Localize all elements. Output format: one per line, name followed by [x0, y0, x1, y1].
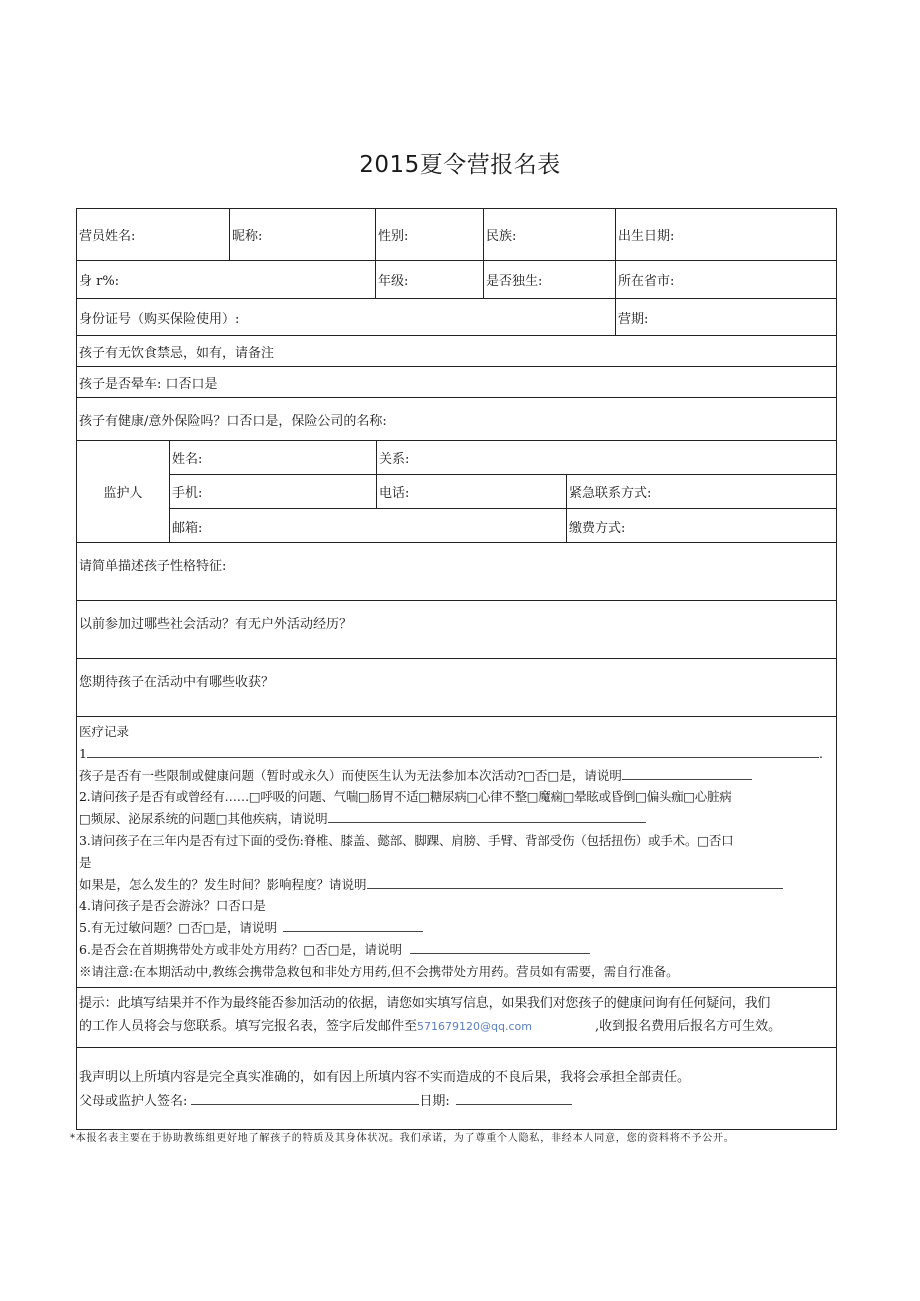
- medical-line-1-number: 1: [79, 745, 87, 761]
- birthday-field[interactable]: 出生日期:: [615, 209, 836, 260]
- guardian-name-field[interactable]: 姓名:: [172, 452, 203, 467]
- other-illness-blank[interactable]: [328, 810, 646, 823]
- notice-line-2-start: 的工作人员将会与您联系。填写完报名表，签字后发邮件至: [79, 1019, 418, 1034]
- height-field[interactable]: 身 r%:: [79, 274, 120, 289]
- medical-line-4: [79, 808, 836, 830]
- id-number-field[interactable]: 身份证号（购买保险使用）:: [79, 311, 240, 327]
- signature-blank[interactable]: [191, 1092, 419, 1105]
- privacy-footnote: *本报名表主要在于协助教练组更好地了解孩子的特质及其身体状况。我们承诺，为了尊重个人隐私，非经本人同意，您的资料将不予公开。: [70, 1133, 735, 1144]
- injury-detail-question: 如果是，怎么发生的？发生时间？影响程度？请说明: [79, 876, 367, 892]
- guardian-section: [77, 441, 836, 543]
- notice-line-1: 提示：此填写结果并不作为最终能否参加活动的依据，请您如实填写信息，如果我们对您孩子的健康问询有任何疑问，我们: [79, 996, 771, 1011]
- contact-email-link[interactable]: 571679120@qq.com: [417, 1020, 532, 1033]
- date-label: 日期:: [419, 1094, 450, 1109]
- expectations-field[interactable]: 您期待孩子在活动中有哪些收获？: [79, 675, 275, 690]
- allergy-question: 5.有无过敏问题？□否□是，请说明: [79, 920, 278, 936]
- grade-field[interactable]: 年级:: [375, 261, 483, 298]
- medical-line-3: 2.请问孩子是否有或曾经有……□呼吸的问题、气喘□肠胃不适□糖尿病□心律不整□魔痫□晕眩或昏倒□偏头痂□心脏病: [79, 789, 732, 805]
- medical-line-1-blank[interactable]: [87, 745, 819, 758]
- gender-field[interactable]: 性别:: [375, 209, 483, 260]
- row-id: [77, 299, 836, 336]
- medication-blank[interactable]: [410, 941, 590, 954]
- swim-question: 4.请问孩子是否会游泳？口否口是: [79, 898, 266, 914]
- injury-detail-blank[interactable]: [367, 876, 783, 889]
- notice-line-2-end: ,收到报名费用后报名方可生效。: [595, 1019, 782, 1034]
- guardian-phone-field[interactable]: 电话:: [376, 475, 566, 508]
- other-illness-question: □频尿、泌尿系统的问题□其他疾病，请说明: [79, 811, 328, 827]
- health-limit-blank[interactable]: [622, 767, 752, 780]
- guardian-row-3: [170, 509, 836, 543]
- row-personality: [77, 543, 836, 601]
- declaration-text: 我声明以上所填内容是完全真实准确的，如有因上所填内容不实而造成的不良后果，我将会承担全部责任。: [79, 1070, 691, 1085]
- guardian-relation-field[interactable]: 关系:: [376, 441, 836, 474]
- emergency-contact-field[interactable]: 紧急联系方式:: [566, 475, 836, 508]
- medical-line-5: 3.请问孩子在三年内是否有过下面的受伤:脊椎、膝盖、懿部、脚踝、肩膀、手臂、背部受伤（包括扭伤）或手术。□否口: [79, 832, 734, 848]
- medical-line-7: [79, 874, 836, 896]
- row-social: [77, 601, 836, 659]
- row-carsick: [77, 367, 836, 398]
- insurance-field[interactable]: 孩子有健康/意外保险吗？口否口是，保险公司的名称:: [79, 413, 387, 429]
- date-blank[interactable]: [456, 1092, 572, 1105]
- guardian-row-2: [170, 475, 836, 509]
- nickname-field[interactable]: 昵称:: [229, 209, 375, 260]
- medication-question: 6.是否会在首期携带处方或非处方用药？□否□是，请说明: [79, 941, 403, 957]
- signature-line: [79, 1089, 836, 1114]
- guardian-fields: [170, 441, 836, 542]
- notice-section: [77, 988, 836, 1048]
- guardian-label: 监护人: [77, 441, 170, 542]
- medical-line-10: [79, 939, 836, 961]
- medical-record-section: [77, 717, 836, 988]
- payment-method-field[interactable]: 缴费方式:: [566, 509, 836, 543]
- row-basic-info: [77, 209, 836, 261]
- allergy-blank[interactable]: [283, 919, 423, 932]
- declaration-section: [77, 1048, 836, 1129]
- medical-title: 医疗记录: [79, 724, 130, 739]
- personality-field[interactable]: 请简单描述孩子性格特征:: [79, 559, 227, 574]
- medical-line-6: 是: [79, 854, 92, 870]
- ethnicity-field[interactable]: 民族:: [483, 209, 615, 260]
- row-diet: [77, 336, 836, 367]
- row-expectations: [77, 659, 836, 717]
- medical-line-2: [79, 765, 836, 787]
- diet-field[interactable]: 孩子有无饮食禁忌，如有，请备注: [79, 345, 275, 361]
- social-activities-field[interactable]: 以前参加过哪些社会活动？有无户外活动经历？: [79, 617, 353, 632]
- signature-label: 父母或监护人签名:: [79, 1094, 188, 1109]
- carsick-field[interactable]: 孩子是否晕车: 口否口是: [79, 376, 218, 392]
- health-limit-question: 孩子是否有一些限制或健康问题（暂时或永久）而使医生认为无法参加本次活动?□否□是，请说明: [79, 767, 622, 783]
- row-insurance: [77, 398, 836, 441]
- registration-form: [76, 208, 837, 1130]
- medical-line-9: [79, 917, 836, 939]
- row-details: [77, 261, 836, 299]
- guardian-mobile-field[interactable]: 手机:: [172, 486, 203, 501]
- notice-line-2: [79, 1015, 836, 1038]
- medical-line-1-end: .: [818, 745, 823, 761]
- form-title: 2015夏令营报名表: [359, 152, 561, 178]
- medication-notice: ※请注意:在本期活动中,教练会携带急救包和非处方用药,但不会携带处方用药。营员如有需要，需自行准备。: [79, 963, 679, 979]
- guardian-email-field[interactable]: 邮箱:: [172, 520, 203, 536]
- province-field[interactable]: 所在省市:: [615, 261, 836, 298]
- camper-name-field[interactable]: 营员姓名:: [79, 229, 136, 244]
- guardian-row-1: [170, 441, 836, 475]
- only-child-field[interactable]: 是否独生:: [483, 261, 615, 298]
- camp-session-field[interactable]: 营期:: [615, 299, 836, 335]
- medical-line-1: [79, 743, 836, 765]
